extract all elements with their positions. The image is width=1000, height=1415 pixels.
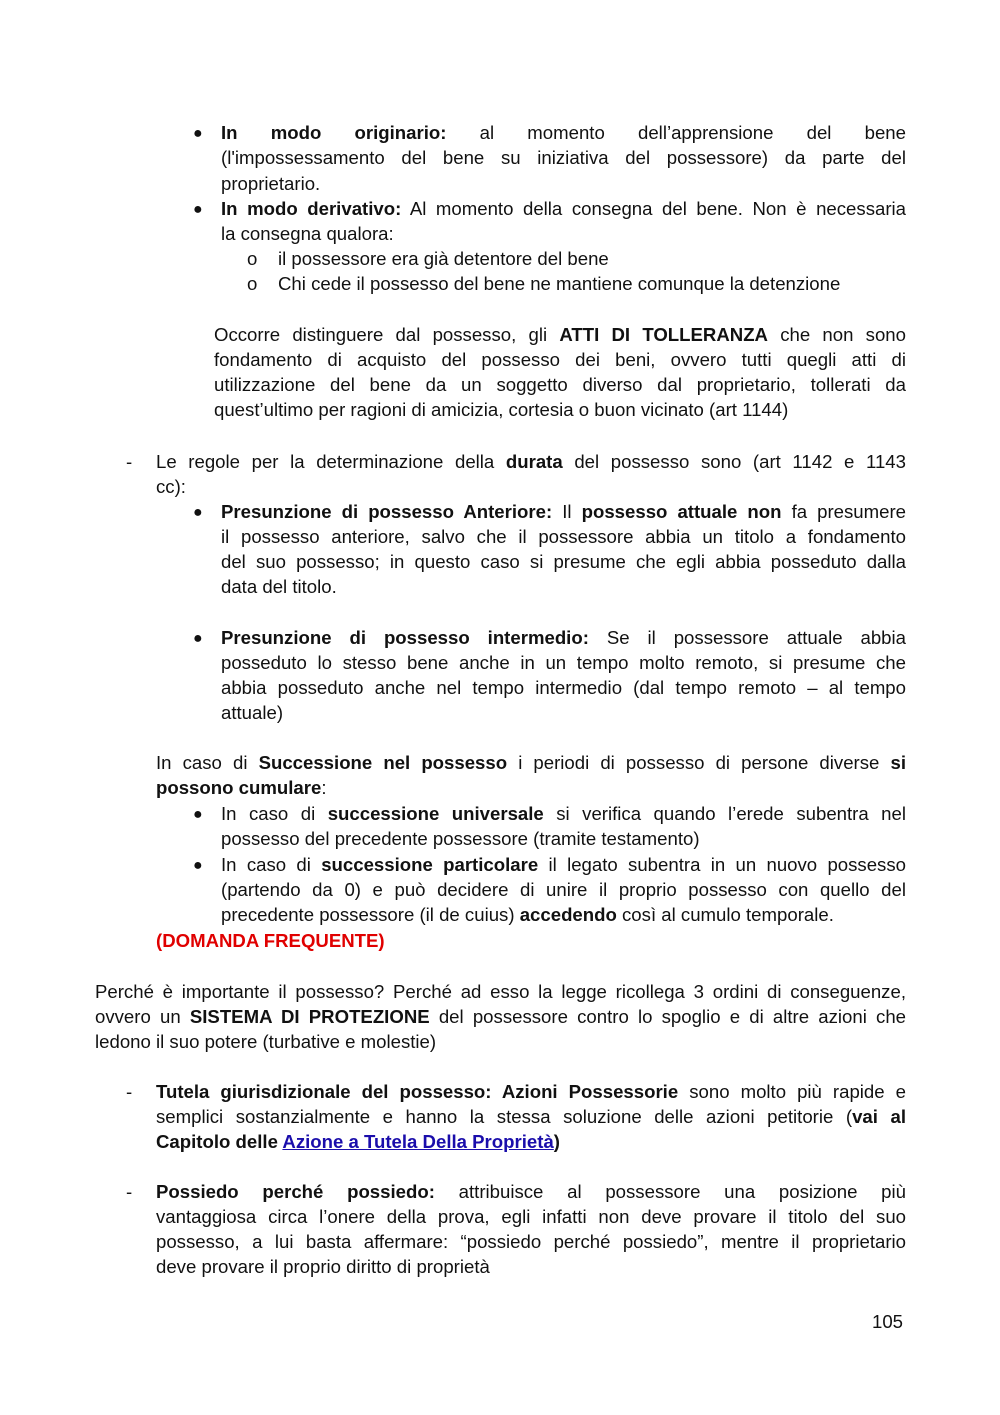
bullet-icon: ● <box>193 504 203 521</box>
cumulare-colon: : <box>321 777 327 798</box>
dash-marker: - <box>126 1081 133 1102</box>
originario-line-1 <box>221 120 906 145</box>
bullet-icon: ● <box>193 201 203 218</box>
tutela-text-2a: semplici sostanzialmente e hanno la stessa soluzione delle azioni petitorie ( <box>156 1106 853 1127</box>
intermedio-line-2: posseduto lo stesso bene anche in un tempo molto remoto, si presume che <box>221 652 906 673</box>
vai-al-label: vai al <box>852 1106 907 1127</box>
possiedo-line-2: vantaggiosa circa l’onere della prova, egli infatti non deve provare il titolo del suo <box>156 1206 906 1227</box>
anteriore-emphasis: possesso attuale non <box>581 501 782 522</box>
durata-text-c: del possesso sono (art 1142 e 1143 <box>562 451 906 472</box>
tutela-line-3 <box>156 1129 560 1154</box>
tutela-term: Tutela giurisdizionale del possesso: Azioni Possessorie <box>156 1081 679 1102</box>
tutela-line-2 <box>156 1104 906 1129</box>
originario-line-2: (l'impossessamento del bene su iniziativa del possessore) da parte del <box>221 147 906 168</box>
originario-line-3: proprietario. <box>221 173 321 194</box>
universale-text-a: In caso di <box>221 803 328 824</box>
durata-term: durata <box>505 451 563 472</box>
bullet-icon: ● <box>193 125 203 142</box>
successione-text-c: i periodi di possesso di persone diverse <box>507 752 891 773</box>
tolleranza-line-2: fondamento di acquisto del possesso dei beni, ovvero tutti quegli atti di <box>214 349 906 370</box>
originario-text: al momento dell’apprensione del bene <box>446 122 906 143</box>
anteriore-line-3: del suo possesso; in questo caso si presume che egli abbia posseduto dalla <box>221 551 906 572</box>
particolare-line-1 <box>221 852 906 877</box>
dash-marker: - <box>126 451 133 472</box>
intermedio-line-4: attuale) <box>221 702 284 723</box>
intermedio-rest: Se il possessore attuale abbia <box>588 627 906 648</box>
originario-term: In modo originario: <box>221 122 447 143</box>
tolleranza-line-3: utilizzazione del bene da un soggetto diverso dal proprietario, tollerati da <box>214 374 906 395</box>
particolare-text-a: In caso di <box>221 854 322 875</box>
universale-line-1 <box>221 801 906 826</box>
possiedo-line-4: deve provare il proprio diritto di proprietà <box>156 1256 490 1277</box>
durata-text-a: Le regole per la determinazione della <box>156 451 506 472</box>
particolare-line-3 <box>221 902 834 927</box>
intermedio-line-3: abbia posseduto anche nel tempo intermedio (dal tempo remoto – al tempo <box>221 677 906 698</box>
intermedio-term: Presunzione di possesso intermedio: <box>221 627 589 648</box>
azione-tutela-proprieta-link[interactable]: Azione a Tutela Della Proprietà <box>282 1131 554 1152</box>
perche-line-2 <box>95 1004 906 1029</box>
bullet-icon: ● <box>193 857 203 874</box>
possiedo-rest: attribuisce al possessore una posizione più <box>434 1181 906 1202</box>
closing-paren: ) <box>553 1131 560 1152</box>
perche-text-c: del possessore contro lo spoglio e di altre azioni che <box>429 1006 906 1027</box>
successione-line-2 <box>156 775 326 800</box>
universale-text-c: si verifica quando l’erede subentra nel <box>543 803 906 824</box>
particolare-text-3a: precedente possessore (il de cuius) <box>221 904 520 925</box>
possiedo-term: Possiedo perché possiedo: <box>156 1181 435 1202</box>
possiedo-line-1 <box>156 1179 906 1204</box>
particolare-line-2: (partendo da 0) e può decidere di unire il proprio possesso con quello del <box>221 879 906 900</box>
sub-item-1: il possessore era già detentore del bene <box>278 248 609 269</box>
anteriore-rest: fa presumere <box>781 501 907 522</box>
successione-text-a: In caso di <box>156 752 259 773</box>
universale-line-2: possesso del precedente possessore (tramite testamento) <box>221 828 700 849</box>
dash-marker: - <box>126 1181 133 1202</box>
circle-bullet-icon: o <box>247 248 258 269</box>
anteriore-line-1 <box>221 499 906 524</box>
durata-line-1 <box>156 449 906 474</box>
circle-bullet-icon: o <box>247 273 258 294</box>
anteriore-mid: Il <box>552 501 582 522</box>
sistema-protezione-term: SISTEMA DI PROTEZIONE <box>189 1006 430 1027</box>
tutela-rest: sono molto più rapide e <box>678 1081 906 1102</box>
tolleranza-line-4: quest’ultimo per ragioni di amicizia, cortesia o buon vicinato (art 1144) <box>214 399 789 420</box>
derivativo-line-2: la consegna qualora: <box>221 223 394 244</box>
tolleranza-term: ATTI DI TOLLERANZA <box>559 324 768 345</box>
perche-text-a: ovvero un <box>95 1006 190 1027</box>
particolare-text-c: il legato subentra in un nuovo possesso <box>538 854 906 875</box>
particolare-term: successione particolare <box>321 854 539 875</box>
durata-line-2: cc): <box>156 476 186 497</box>
anteriore-line-4: data del titolo. <box>221 576 337 597</box>
page-number: 105 <box>872 1311 904 1332</box>
bullet-icon: ● <box>193 806 203 823</box>
intermedio-line-1 <box>221 625 906 650</box>
particolare-text-3c: così al cumulo temporale. <box>616 904 834 925</box>
successione-text-d: si <box>890 752 906 773</box>
universale-term: successione universale <box>327 803 544 824</box>
anteriore-line-2: il possesso anteriore, salvo che il possessore abbia un titolo a fondamento <box>221 526 906 547</box>
successione-term: Successione nel possesso <box>258 752 508 773</box>
cumulare-term: possono cumulare <box>156 777 322 798</box>
tutela-line-1 <box>156 1079 906 1104</box>
tolleranza-line-1 <box>214 322 906 347</box>
derivativo-line-1 <box>221 196 906 221</box>
perche-line-3: ledono il suo potere (turbative e molestie) <box>95 1031 437 1052</box>
tolleranza-text-c: che non sono <box>768 324 906 345</box>
bullet-icon: ● <box>193 630 203 647</box>
derivativo-term: In modo derivativo: <box>221 198 402 219</box>
derivativo-text: Al momento della consegna del bene. Non è necessaria <box>401 198 906 219</box>
successione-line-1 <box>156 750 906 775</box>
capitolo-label: Capitolo delle <box>156 1131 283 1152</box>
accedendo-term: accedendo <box>519 904 617 925</box>
domanda-frequente-label: (DOMANDA FREQUENTE) <box>156 930 385 951</box>
perche-line-1: Perché è importante il possesso? Perché ad esso la legge ricollega 3 ordini di conseguenze, <box>95 981 906 1002</box>
possiedo-line-3: possesso, a lui basta affermare: “possiedo perché possiedo”, mentre il proprietario <box>156 1231 906 1252</box>
sub-item-2: Chi cede il possesso del bene ne mantiene comunque la detenzione <box>278 273 841 294</box>
anteriore-term: Presunzione di possesso Anteriore: <box>221 501 553 522</box>
tolleranza-text-a: Occorre distinguere dal possesso, gli <box>214 324 560 345</box>
